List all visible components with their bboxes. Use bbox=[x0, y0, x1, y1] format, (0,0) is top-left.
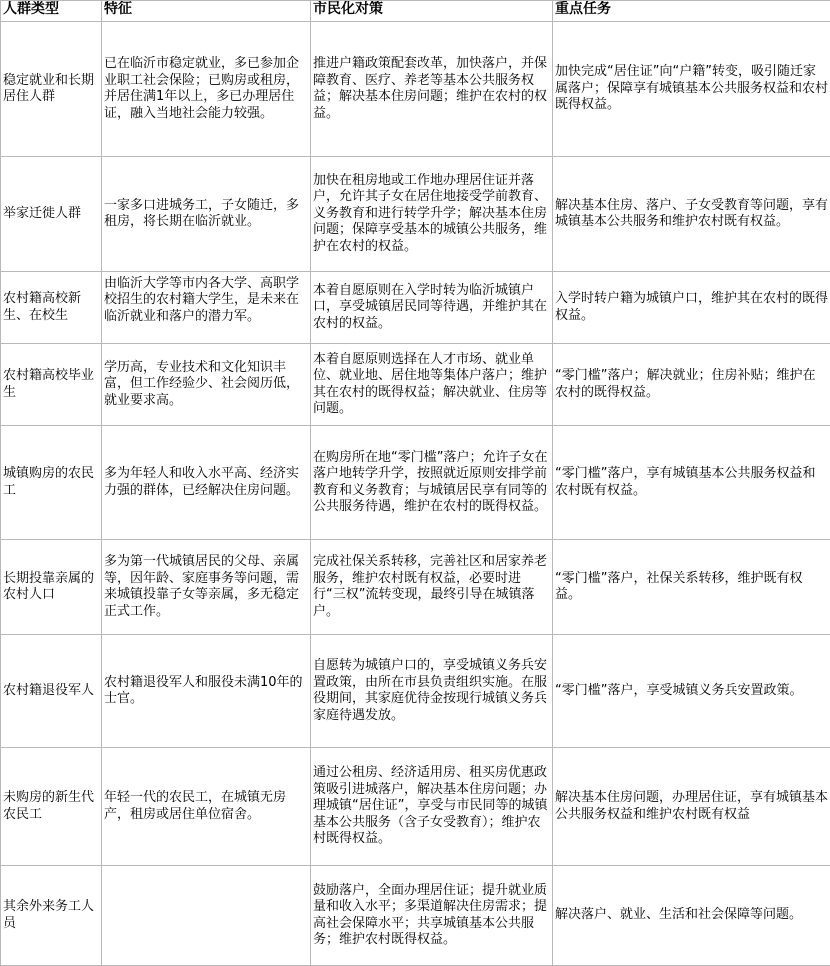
cell-task: “零门槛”落户，社保关系转移，维护既有权益。 bbox=[553, 540, 830, 635]
cell-feature bbox=[102, 272, 311, 344]
cell-task: “零门槛”落户；解决就业；住房补贴；维护在农村的既得权益。 bbox=[553, 344, 830, 426]
cell-feature: 多为第一代城镇居民的父母、亲属等，因年龄、家庭事务等问题，需来城镇投靠子女等亲属，多无稳定正式工作。 bbox=[102, 540, 311, 635]
cell-policy: 鼓励落户，全面办理居住证；提升就业质量和收入水平；多渠道解决住房需求；提高社会保障水平；共享城镇基本公共服务；维护农村既得权益。 bbox=[311, 866, 553, 966]
header-task: 重点任务 bbox=[553, 1, 830, 22]
cell-feature bbox=[102, 866, 311, 966]
cell-policy: 推进户籍政策配套改革，加快落户，并保障教育、医疗、养老等基本公共服务权益；解决基本住房问题；维护在农村的权益。 bbox=[311, 22, 553, 157]
cell-type: 农村籍高校新生、在校生 bbox=[1, 272, 102, 344]
cell-type: 其余外来务工人员 bbox=[1, 866, 102, 966]
cell-type: 举家迁徙人群 bbox=[1, 157, 102, 272]
cell-policy: 加快在租房地或工作地办理居住证并落户，允许其子女在居住地接受学前教育、义务教育和进行转学升学；解决基本住房问题；保障享受基本的城镇公共服务，维护在农村的权益。 bbox=[311, 157, 553, 272]
cell-feature: 已在临沂市稳定就业，多已参加企业职工社会保险；已购房或租房，并居住满1年以上，多已办理居住证，融入当地社会能力较强。 bbox=[102, 22, 311, 157]
header-row bbox=[1, 1, 830, 22]
table-row bbox=[1, 272, 830, 344]
header-type: 人群类型 bbox=[1, 1, 102, 22]
table-row bbox=[1, 22, 830, 157]
cell-policy: 完成社保关系转移，完善社区和居家养老服务，维护农村既有权益，必要时进行“三权”流转变现，最终引导在城镇落户。 bbox=[311, 540, 553, 635]
cell-type: 稳定就业和长期居住人群 bbox=[1, 22, 102, 157]
cell-policy: 通过公租房、经济适用房、租买房优惠政策吸引进城落户，解决基本住房问题；办理城镇“居住证”，享受与市民同等的城镇基本公共服务（含子女受教育）；维护农村既得权益。 bbox=[311, 748, 553, 866]
header-feature: 特征 bbox=[102, 1, 311, 22]
table-row bbox=[1, 344, 830, 426]
cell-task: “零门槛”落户，享有城镇基本公共服务权益和农村既有权益。 bbox=[553, 426, 830, 540]
cell-task: 解决落户、就业、生活和社会保障等问题。 bbox=[553, 866, 830, 966]
cell-feature: 年轻一代的农民工，在城镇无房产，租房或居住单位宿舍。 bbox=[102, 748, 311, 866]
cell-policy: 自愿转为城镇户口的，享受城镇义务兵安置政策，由所在市县负责组织实施。在服役期间，其家庭优待金按现行城镇义务兵家庭待遇发放。 bbox=[311, 635, 553, 748]
cell-policy: 本着自愿原则选择在人才市场、就业单位、就业地、居住地等集体户落户；维护其在农村的既得权益；解决就业、住房等问题。 bbox=[311, 344, 553, 426]
cell-task: 加快完成“居住证”向“户籍”转变，吸引随迁家属落户；保障享有城镇基本公共服务权益和农村既得权益。 bbox=[553, 22, 830, 157]
table-row bbox=[1, 540, 830, 635]
cell-task: “零门槛”落户，享受城镇义务兵安置政策。 bbox=[553, 635, 830, 748]
cell-feature: 学历高，专业技术和文化知识丰富，但工作经验少、社会阅历低，就业要求高。 bbox=[102, 344, 311, 426]
cell-type: 城镇购房的农民工 bbox=[1, 426, 102, 540]
cell-type: 长期投靠亲属的农村人口 bbox=[1, 540, 102, 635]
cell-policy: 在购房所在地“零门槛”落户；允许子女在落户地转学升学，按照就近原则安排学前教育和义务教育；与城镇居民享有同等的公共服务待遇，维护在农村的既得权益。 bbox=[311, 426, 553, 540]
table-row bbox=[1, 157, 830, 272]
cell-type: 未购房的新生代农民工 bbox=[1, 748, 102, 866]
table-row bbox=[1, 748, 830, 866]
cell-task: 解决基本住房、落户、子女受教育等问题，享有城镇基本公共服务和维护农村既有权益。 bbox=[553, 157, 830, 272]
table-row bbox=[1, 426, 830, 540]
cell-task: 解决基本住房问题，办理居住证，享有城镇基本公共服务权益和维护农村既有权益 bbox=[553, 748, 830, 866]
table-row bbox=[1, 866, 830, 966]
cell-feature: 一家多口进城务工，子女随迁，多租房，将长期在临沂就业。 bbox=[102, 157, 311, 272]
header-policy: 市民化对策 bbox=[311, 1, 553, 22]
cell-task: 入学时转户籍为城镇户口，维护其在农村的既得权益。 bbox=[553, 272, 830, 344]
cell-policy: 本着自愿原则在入学时转为临沂城镇户口，享受城镇居民同等待遇，并维护其在农村的权益。 bbox=[311, 272, 553, 344]
cell-feature: 多为年轻人和收入水平高、经济实力强的群体，已经解决住房问题。 bbox=[102, 426, 311, 540]
cell-type: 农村籍退役军人 bbox=[1, 635, 102, 748]
cell-feature-text: 由临沂大学等市内各大学、高职学校招生的农村籍大学生，是未来在临沂就业和落户的潜力军。 bbox=[102, 276, 310, 340]
cell-feature: 农村籍退役军人和服役未满10年的士官。 bbox=[102, 635, 311, 748]
cell-type: 农村籍高校毕业生 bbox=[1, 344, 102, 426]
table-row bbox=[1, 635, 830, 748]
